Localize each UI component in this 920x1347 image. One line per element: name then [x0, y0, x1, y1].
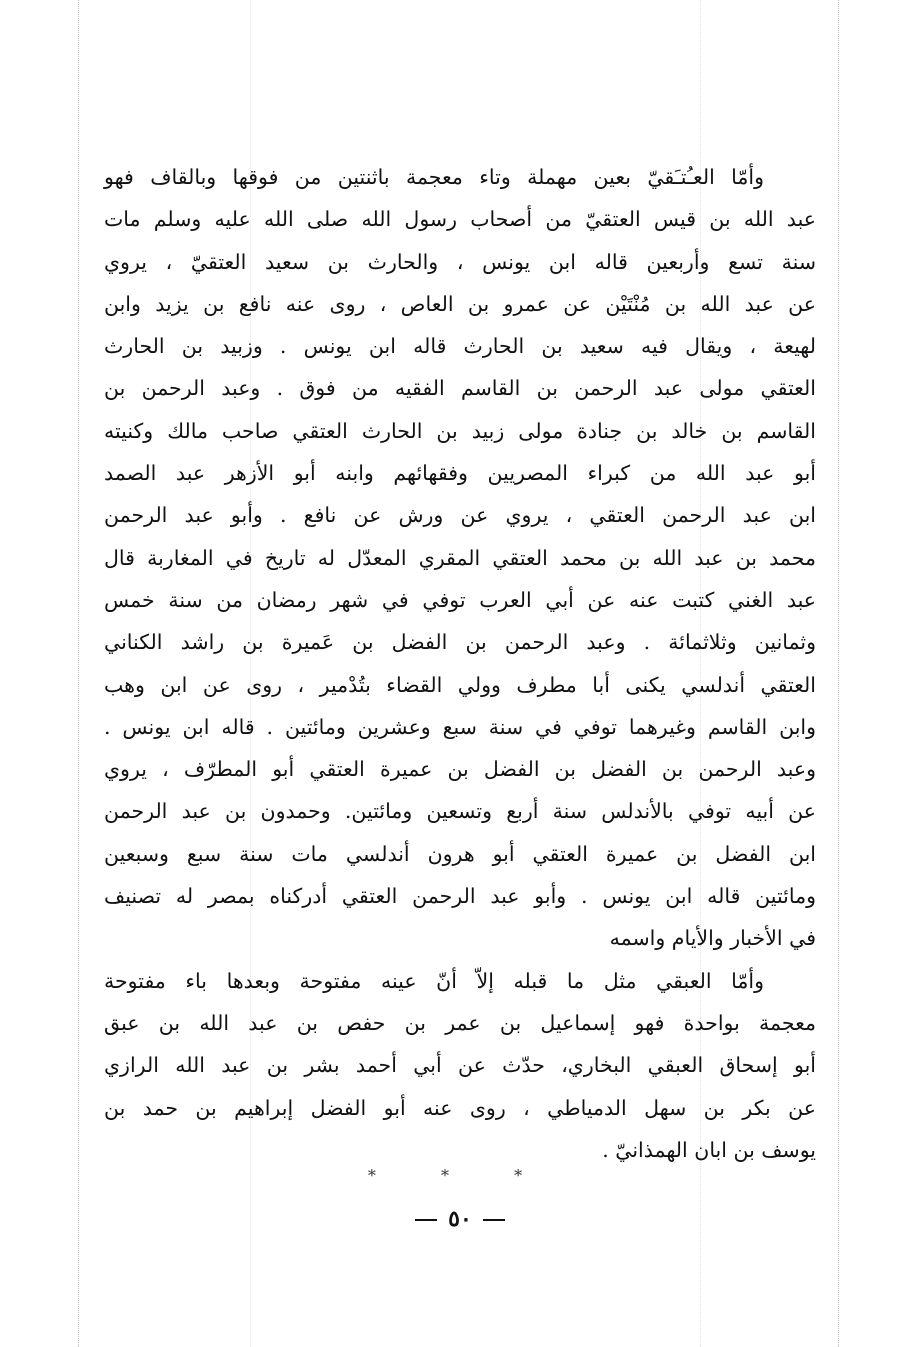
text-line: وابن القاسم وغيرهما توفي في سنة سبع وعشرين ومائتين . قاله ابن يونس .: [104, 714, 816, 739]
page-number-value: ٥٠: [448, 1206, 472, 1232]
text-line: لهيعة ، ويقال فيه سعيد بن الحارث قاله ابن يونس . وزبيد بن الحارث: [104, 334, 816, 359]
text-line: ابن الفضل بن عميرة العتقي أبو هرون أندلسي مات سنة سبع وسبعين: [104, 841, 816, 866]
text-line: وثمانين وثلاثمائة . وعبد الرحمن بن الفضل بن عَميرة بن راشد الكناني: [104, 630, 816, 655]
text-line: عن بكر بن سهل الدمياطي ، روى عنه أبو الفضل إبراهيم بن حمد بن: [104, 1095, 816, 1120]
paragraph-atqi: [104, 156, 816, 960]
scan-artifact-line: [78, 0, 79, 1347]
text-line: وعبد الرحمن بن الفضل بن الفضل بن عميرة العتقي أبو المطرّف ، يروي: [104, 757, 816, 782]
scan-artifact-line: [838, 0, 839, 1347]
dash-right: [483, 1219, 505, 1221]
paragraph-abqi: [104, 960, 816, 1171]
text-line: العتقي أندلسي يكنى أبا مطرف وولي القضاء بتُدْمير ، روى عن ابن وهب: [104, 672, 816, 697]
text-line: ومائتين قاله ابن يونس . وأبو عبد الرحمن العتقي أدركناه بمصر له تصنيف: [104, 884, 816, 909]
text-line: محمد بن عبد الله بن محمد العتقي المقري المعدّل له تاريخ في المغاربة قال: [104, 545, 816, 570]
text-line: عن عبد الله بن مُنْتَيْن عن عمرو بن العاص ، روى عنه نافع بن يزيد وابن: [104, 291, 816, 316]
page-number: [0, 1206, 920, 1232]
text-line: ابن عبد الرحمن العتقي ، يروي عن ورش عن نافع . وأبو عبد الرحمن: [104, 503, 816, 528]
text-line: عبد الله بن قيس العتقيّ من أصحاب رسول الله صلى الله عليه وسلم مات: [104, 207, 816, 232]
text-line: القاسم بن خالد بن جنادة مولى زبيد بن الحارث العتقي صاحب مالك وكنيته: [104, 418, 816, 443]
text-line: عبد الغني كتبت عنه عن أبي العرب توفي في شهر رمضان من سنة خمس: [104, 587, 816, 612]
text-line: وأمّا العـُتـَقيّ بعين مهملة وتاء معجمة باثنتين من فوقها وبالقاف فهو: [104, 165, 764, 189]
text-line: أبو إسحاق العبقي البخاري، حدّث عن أبي أحمد بشر بن عبد الله الرازي: [104, 1053, 816, 1078]
body-text: [104, 156, 816, 1171]
text-line: عن أبيه توفي بالأندلس سنة أربع وتسعين ومائتين. وحمدون بن عبد الرحمن: [104, 799, 816, 824]
text-line: أبو عبد الله من كبراء المصريين وفقهائهم وابنه أبو الأزهر عبد الصمد: [104, 461, 816, 486]
dash-left: [415, 1219, 437, 1221]
text-line: وأمّا العبقي مثل ما قبله إلاّ أنّ عينه مفتوحة وبعدها باء مفتوحة: [104, 968, 764, 993]
text-line: العتقي مولى عبد الرحمن بن القاسم الفقيه من فوق . وعبد الرحمن بن: [104, 376, 816, 401]
section-separator: * * *: [367, 1166, 553, 1185]
text-line: معجمة بواحدة فهو إسماعيل بن عمر بن حفص بن عبد الله بن عبق: [104, 1010, 816, 1035]
text-line: يوسف بن ابان الهمذانيّ .: [602, 1137, 816, 1162]
text-line: سنة تسع وأربعين قاله ابن يونس ، والحارث بن سعيد العتقيّ ، يروي: [104, 249, 816, 274]
text-line: في الأخبار والأيام واسمه: [609, 926, 816, 951]
